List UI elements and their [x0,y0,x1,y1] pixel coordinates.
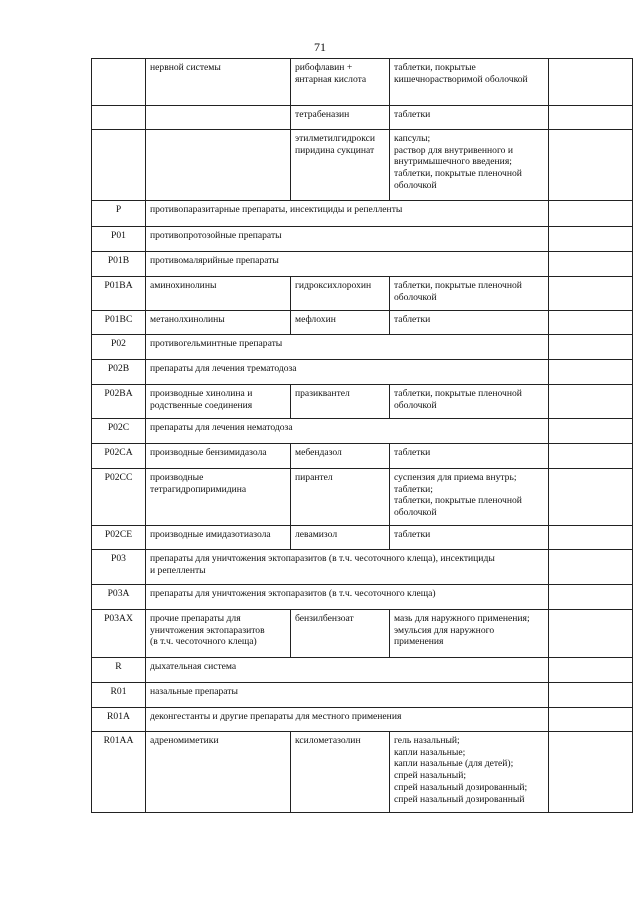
table-row [92,444,633,469]
atc-code-cell: P02BA [92,385,146,419]
group-name-cell: препараты для лечения нематодоза [146,419,549,444]
empty-cell [549,227,633,252]
empty-cell [549,335,633,360]
empty-cell [549,385,633,419]
empty-cell [549,708,633,732]
table-body [92,59,633,813]
subgroup-cell: аминохинолины [146,277,291,311]
dosage-form-cell: мазь для наружного применения; эмульсия для наружного применения [390,610,549,658]
group-name-cell: препараты для уничтожения эктопаразитов (в т.ч. чесоточного клеща), инсектициды и репелленты [146,550,549,585]
empty-cell [549,252,633,277]
atc-code-cell: P [92,201,146,227]
empty-cell [549,610,633,658]
dosage-form-cell: капсулы; раствор для внутривенного и внутримышечного введения; таблетки, покрытые пленочной оболочкой [390,130,549,201]
table-row [92,335,633,360]
drug-name-cell: мебендазол [291,444,390,469]
atc-code-cell: P02 [92,335,146,360]
drug-name-cell: пирантел [291,469,390,526]
table-row [92,201,633,227]
empty-cell [549,106,633,130]
empty-cell [549,59,633,106]
empty-cell [549,550,633,585]
drug-name-cell: бензилбензоат [291,610,390,658]
subgroup-cell: производные хинолина и родственные соединения [146,385,291,419]
atc-code-cell: P01B [92,252,146,277]
subgroup-cell: адреномиметики [146,732,291,813]
table-row [92,311,633,335]
empty-cell [549,444,633,469]
atc-code-cell: P03 [92,550,146,585]
atc-code-cell: P01BC [92,311,146,335]
atc-code-cell: R01 [92,683,146,708]
group-name-cell: деконгестанты и другие препараты для местного применения [146,708,549,732]
table-row [92,252,633,277]
table-row [92,469,633,526]
table-row [92,360,633,385]
subgroup-cell [146,106,291,130]
atc-code-cell: P01 [92,227,146,252]
table-row [92,419,633,444]
table-row [92,526,633,550]
empty-cell [549,585,633,610]
atc-code-cell: P02B [92,360,146,385]
table-row [92,708,633,732]
group-name-cell: противогельминтные препараты [146,335,549,360]
empty-cell [549,658,633,683]
empty-cell [549,360,633,385]
drug-name-cell: ксилометазолин [291,732,390,813]
table-row [92,227,633,252]
empty-cell [549,277,633,311]
atc-code-cell: P02CC [92,469,146,526]
group-name-cell: дыхательная система [146,658,549,683]
group-name-cell: противопротозойные препараты [146,227,549,252]
drug-name-cell: гидроксихлорохин [291,277,390,311]
empty-cell [549,526,633,550]
page-number: 71 [314,40,326,54]
subgroup-cell: метанолхинолины [146,311,291,335]
dosage-form-cell: суспензия для приема внутрь; таблетки; таблетки, покрытые пленочной оболочкой [390,469,549,526]
group-name-cell: препараты для лечения трематодоза [146,360,549,385]
atc-code-cell [92,106,146,130]
drug-name-cell: рибофлавин + янтарная кислота [291,59,390,106]
subgroup-cell: нервной системы [146,59,291,106]
table-row [92,585,633,610]
table-row [92,683,633,708]
table-row [92,732,633,813]
dosage-form-cell: таблетки [390,311,549,335]
table-row [92,277,633,311]
dosage-form-cell: таблетки, покрытые пленочной оболочкой [390,385,549,419]
atc-code-cell: R [92,658,146,683]
dosage-form-cell: таблетки, покрытые пленочной оболочкой [390,277,549,311]
empty-cell [549,130,633,201]
group-name-cell: противопаразитарные препараты, инсектициды и репелленты [146,201,549,227]
group-name-cell: препараты для уничтожения эктопаразитов (в т.ч. чесоточного клеща) [146,585,549,610]
subgroup-cell: производные бензимидазола [146,444,291,469]
empty-cell [549,419,633,444]
drug-name-cell: мефлохин [291,311,390,335]
atc-code-cell: P03A [92,585,146,610]
empty-cell [549,201,633,227]
atc-code-cell: P02CA [92,444,146,469]
drug-name-cell: тетрабеназин [291,106,390,130]
atc-code-cell: P01BA [92,277,146,311]
dosage-form-cell: таблетки, покрытые кишечнорастворимой оболочкой [390,59,549,106]
atc-code-cell: R01A [92,708,146,732]
drug-table [91,58,633,813]
subgroup-cell: производные тетрагидропиримидина [146,469,291,526]
subgroup-cell [146,130,291,201]
group-name-cell: назальные препараты [146,683,549,708]
table-row [92,550,633,585]
drug-name-cell: этилметилгидрокси пиридина сукцинат [291,130,390,201]
drug-name-cell: левамизол [291,526,390,550]
table-row [92,130,633,201]
empty-cell [549,732,633,813]
empty-cell [549,469,633,526]
empty-cell [549,683,633,708]
dosage-form-cell: таблетки [390,444,549,469]
table-row [92,385,633,419]
atc-code-cell [92,130,146,201]
table-row [92,610,633,658]
atc-code-cell [92,59,146,106]
atc-code-cell: P02CE [92,526,146,550]
atc-code-cell: R01AA [92,732,146,813]
table-row [92,106,633,130]
dosage-form-cell: таблетки [390,106,549,130]
dosage-form-cell: таблетки [390,526,549,550]
empty-cell [549,311,633,335]
dosage-form-cell: гель назальный; капли назальные; капли назальные (для детей); спрей назальный; спрей назальный дозированный; спрей назальный дозированный [390,732,549,813]
drug-name-cell: празиквантел [291,385,390,419]
group-name-cell: противомалярийные препараты [146,252,549,277]
atc-code-cell: P02C [92,419,146,444]
atc-code-cell: P03AX [92,610,146,658]
subgroup-cell: прочие препараты для уничтожения эктопаразитов (в т.ч. чесоточного клеща) [146,610,291,658]
table-row [92,59,633,106]
subgroup-cell: производные имидазотиазола [146,526,291,550]
table-row [92,658,633,683]
